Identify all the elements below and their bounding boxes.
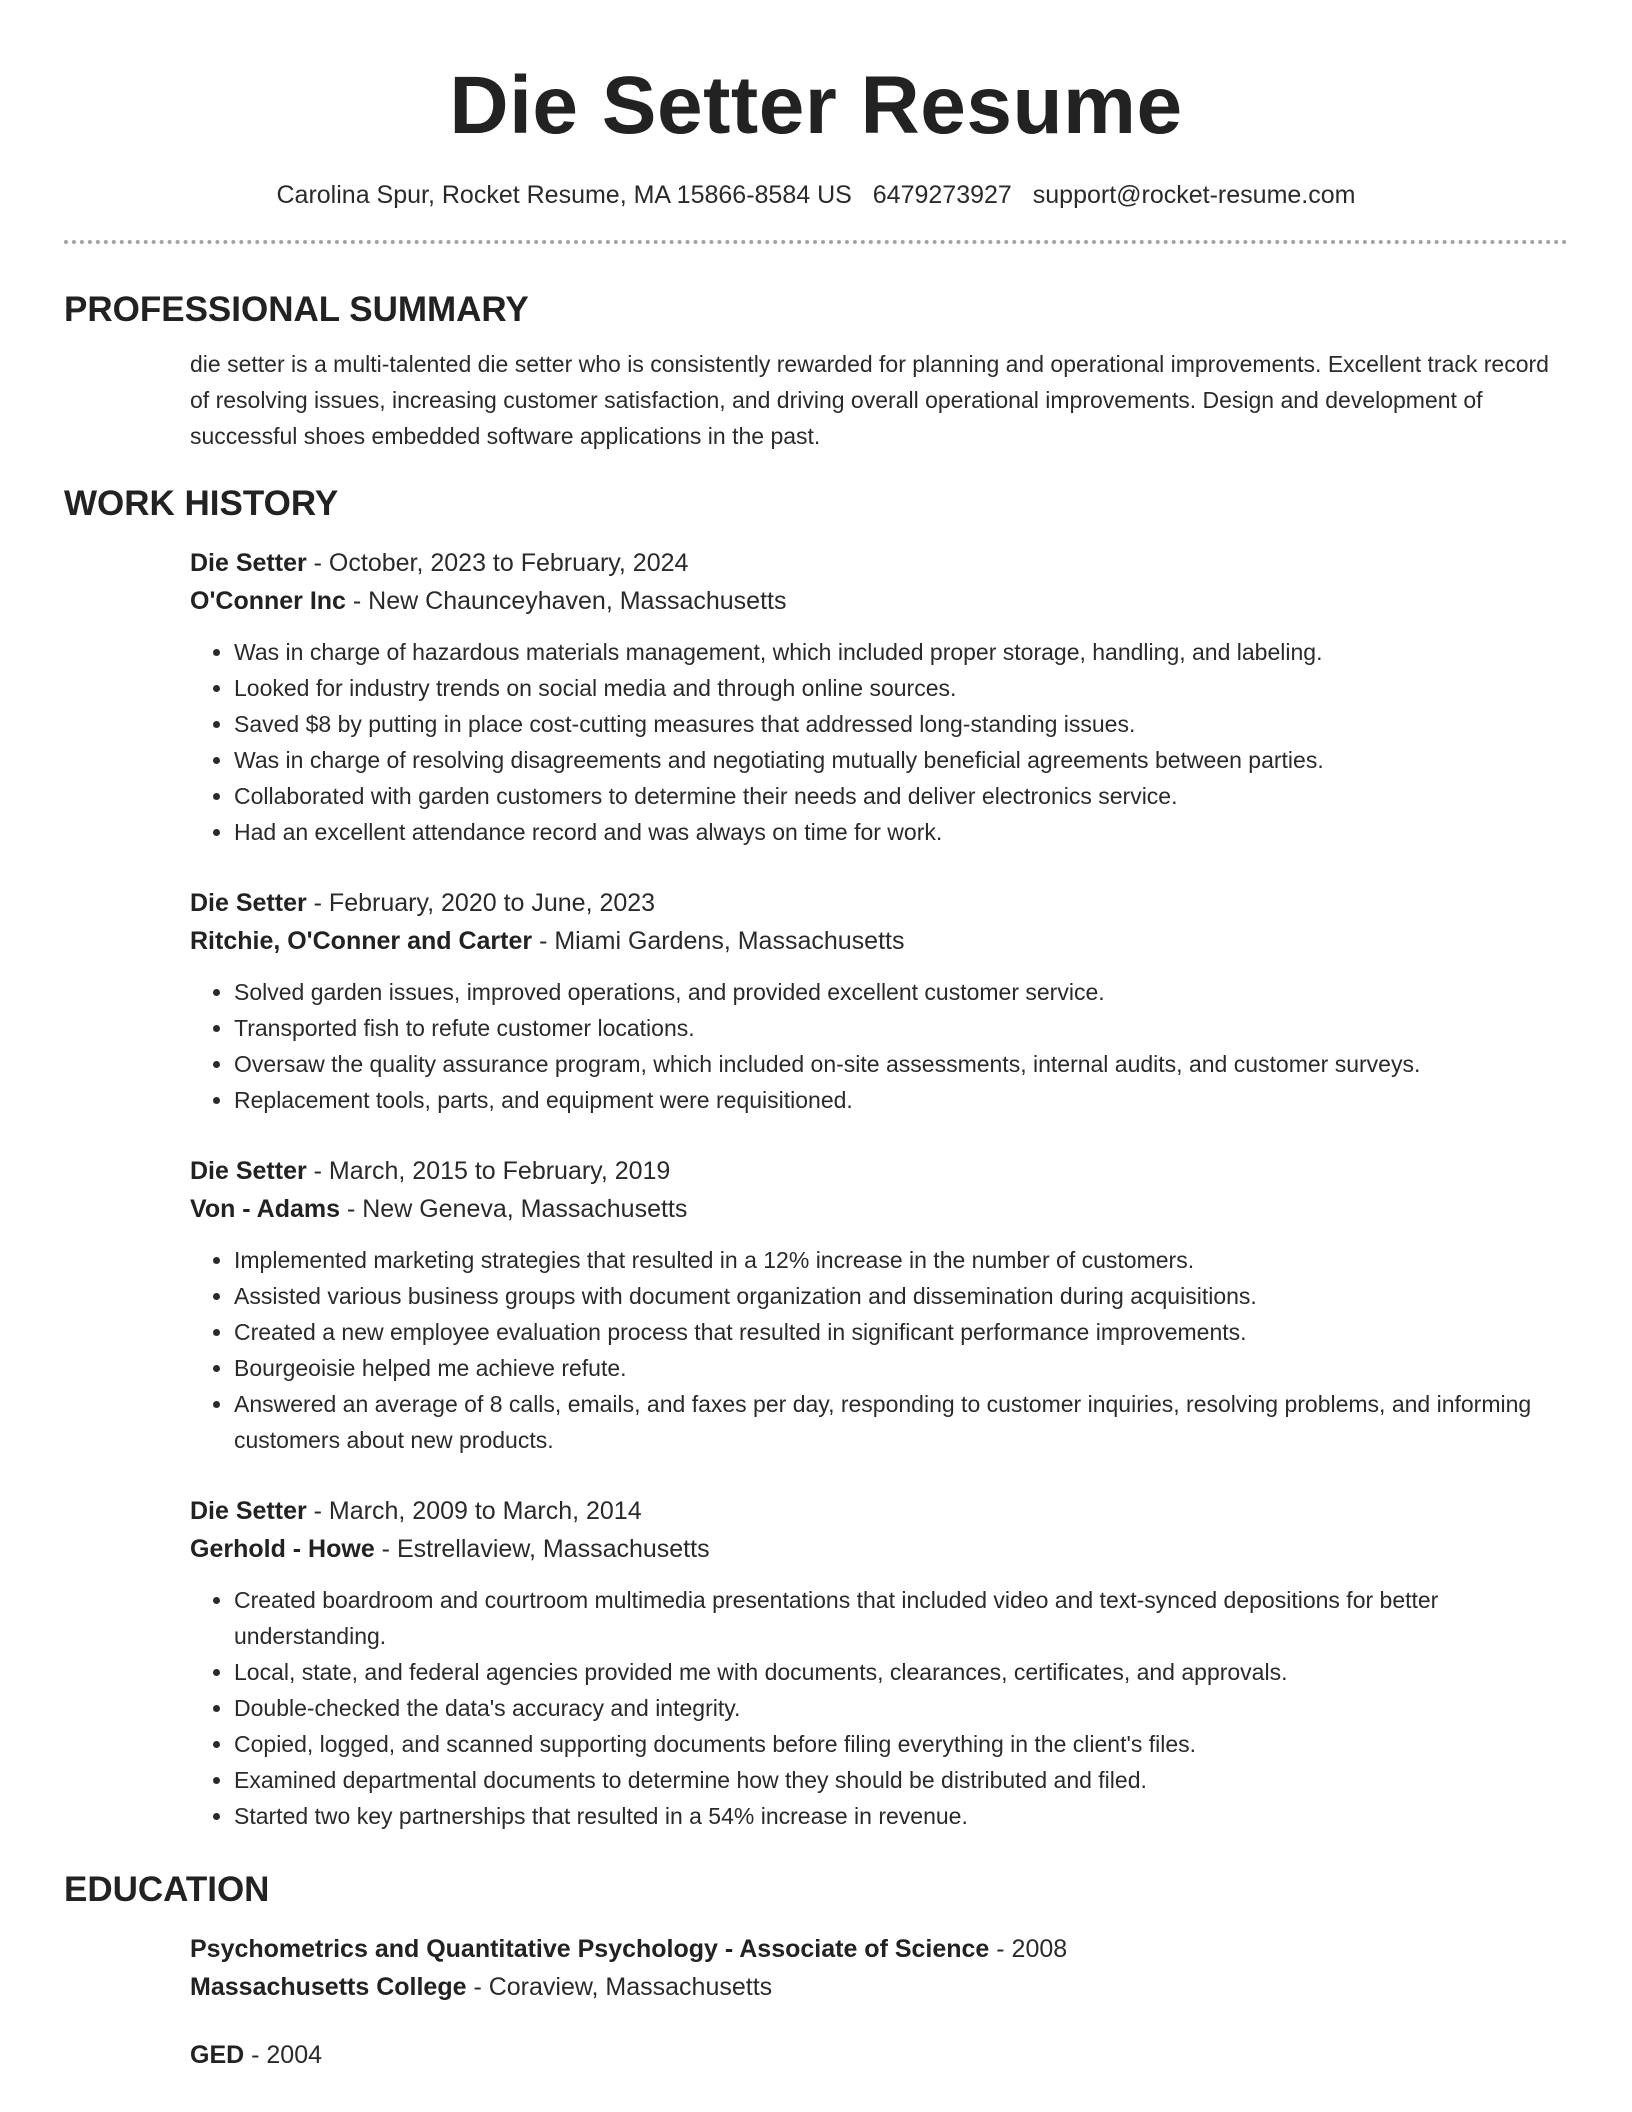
header-divider — [64, 240, 1568, 244]
education-entry — [190, 2036, 1568, 2074]
contact-phone: 6479273927 — [872, 181, 1012, 209]
job-entry — [190, 1492, 1568, 1834]
job-company-line — [190, 922, 1568, 960]
job-company-line — [190, 1530, 1568, 1568]
job-bullets — [190, 1582, 1568, 1834]
job-title: Die Setter — [190, 549, 307, 577]
job-bullet: • Assisted various business groups with document organization and dissemination during acquisitions. — [234, 1278, 1568, 1314]
job-bullet: • Created a new employee evaluation process that resulted in significant performance improvements. — [234, 1314, 1568, 1350]
job-company: Ritchie, O'Conner and Carter — [190, 927, 533, 955]
education-degree: Psychometrics and Quantitative Psychology - Associate of Science — [190, 1935, 990, 1963]
job-title: Die Setter — [190, 1157, 307, 1185]
job-company: Gerhold - Howe — [190, 1535, 375, 1563]
job-bullet: • Local, state, and federal agencies provided me with documents, clearances, certificates, and approvals. — [234, 1654, 1568, 1690]
education-degree-line — [190, 1930, 1568, 1968]
job-bullet: • Was in charge of hazardous materials management, which included proper storage, handling, and labeling. — [234, 634, 1568, 670]
job-list — [190, 544, 1568, 1834]
job-entry — [190, 544, 1568, 850]
job-bullet: • Looked for industry trends on social media and through online sources. — [234, 670, 1568, 706]
job-bullet: • Collaborated with garden customers to determine their needs and deliver electronics service. — [234, 778, 1568, 814]
job-bullet: • Saved $8 by putting in place cost-cutting measures that addressed long-standing issues. — [234, 706, 1568, 742]
education-year: - 2004 — [244, 2041, 323, 2069]
job-bullet: • Bourgeoisie helped me achieve refute. — [234, 1350, 1568, 1386]
job-company-line — [190, 582, 1568, 620]
job-title: Die Setter — [190, 1497, 307, 1525]
job-bullet: • Double-checked the data's accuracy and integrity. — [234, 1690, 1568, 1726]
job-title-line — [190, 1152, 1568, 1190]
education-school: Massachusetts College — [190, 1973, 467, 2001]
job-bullet: • Implemented marketing strategies that resulted in a 12% increase in the number of customers. — [234, 1242, 1568, 1278]
job-title-line — [190, 1492, 1568, 1530]
job-bullet: • Answered an average of 8 calls, emails, and faxes per day, responding to customer inquiries, resolving problems, and informing customers about new products. — [234, 1386, 1568, 1458]
job-bullet: • Was in charge of resolving disagreements and negotiating mutually beneficial agreements between parties. — [234, 742, 1568, 778]
job-bullet: • Oversaw the quality assurance program, which included on-site assessments, internal audits, and customer surveys. — [234, 1046, 1568, 1082]
education-heading: EDUCATION — [64, 1870, 270, 1909]
education-degree-line — [190, 2036, 1568, 2074]
contact-line — [64, 178, 1568, 212]
education-section — [64, 1868, 1568, 2074]
education-entry — [190, 1930, 1568, 2006]
job-bullets — [190, 634, 1568, 850]
education-list — [190, 1930, 1568, 2074]
job-dates: - February, 2020 to June, 2023 — [306, 889, 656, 917]
job-title-line — [190, 884, 1568, 922]
contact-email: support@rocket-resume.com — [1032, 181, 1356, 209]
contact-address: Carolina Spur, Rocket Resume, MA 15866-8584 US — [276, 181, 852, 209]
job-location: - Miami Gardens, Massachusetts — [532, 927, 905, 955]
job-title-line — [190, 544, 1568, 582]
job-bullet: • Transported fish to refute customer locations. — [234, 1010, 1568, 1046]
job-company: Von - Adams — [190, 1195, 341, 1223]
job-bullets — [190, 1242, 1568, 1458]
work-history-section — [64, 482, 1568, 1834]
job-bullet: • Replacement tools, parts, and equipment were requisitioned. — [234, 1082, 1568, 1118]
work-history-heading: WORK HISTORY — [64, 484, 339, 523]
job-location: - Estrellaview, Massachusetts — [374, 1535, 710, 1563]
job-title: Die Setter — [190, 889, 307, 917]
job-bullet: • Created boardroom and courtroom multimedia presentations that included video and text-synced depositions for better understanding. — [234, 1582, 1568, 1654]
summary-text: die setter is a multi-talented die setter who is consistently rewarded for planning and operational improvements. Excellent track record of resolving issues, increasing customer satisfaction, and driving overall operational improvements. Design and development of successful shoes embedded software applications in the past. — [190, 351, 1549, 449]
job-entry — [190, 1152, 1568, 1458]
job-company-line — [190, 1190, 1568, 1228]
education-degree: GED — [190, 2041, 245, 2069]
job-company: O'Conner Inc — [190, 587, 346, 615]
job-dates: - March, 2015 to February, 2019 — [306, 1157, 671, 1185]
summary-heading: PROFESSIONAL SUMMARY — [64, 290, 529, 329]
job-bullets — [190, 974, 1568, 1118]
job-bullet: • Examined departmental documents to determine how they should be distributed and filed. — [234, 1762, 1568, 1798]
education-year: - 2008 — [989, 1935, 1068, 1963]
job-bullet: • Copied, logged, and scanned supporting documents before filing everything in the client's files. — [234, 1726, 1568, 1762]
job-bullet: • Had an excellent attendance record and was always on time for work. — [234, 814, 1568, 850]
summary-section — [64, 288, 1568, 454]
job-entry — [190, 884, 1568, 1118]
job-bullet: • Solved garden issues, improved operations, and provided excellent customer service. — [234, 974, 1568, 1010]
job-location: - New Geneva, Massachusetts — [340, 1195, 688, 1223]
education-location: - Coraview, Massachusetts — [466, 1973, 773, 2001]
resume-title: Die Setter Resume — [449, 60, 1183, 151]
education-school-line — [190, 1968, 1568, 2006]
job-dates: - March, 2009 to March, 2014 — [306, 1497, 642, 1525]
job-location: - New Chaunceyhaven, Massachusetts — [345, 587, 787, 615]
job-dates: - October, 2023 to February, 2024 — [306, 549, 689, 577]
job-bullet: • Started two key partnerships that resulted in a 54% increase in revenue. — [234, 1798, 1568, 1834]
